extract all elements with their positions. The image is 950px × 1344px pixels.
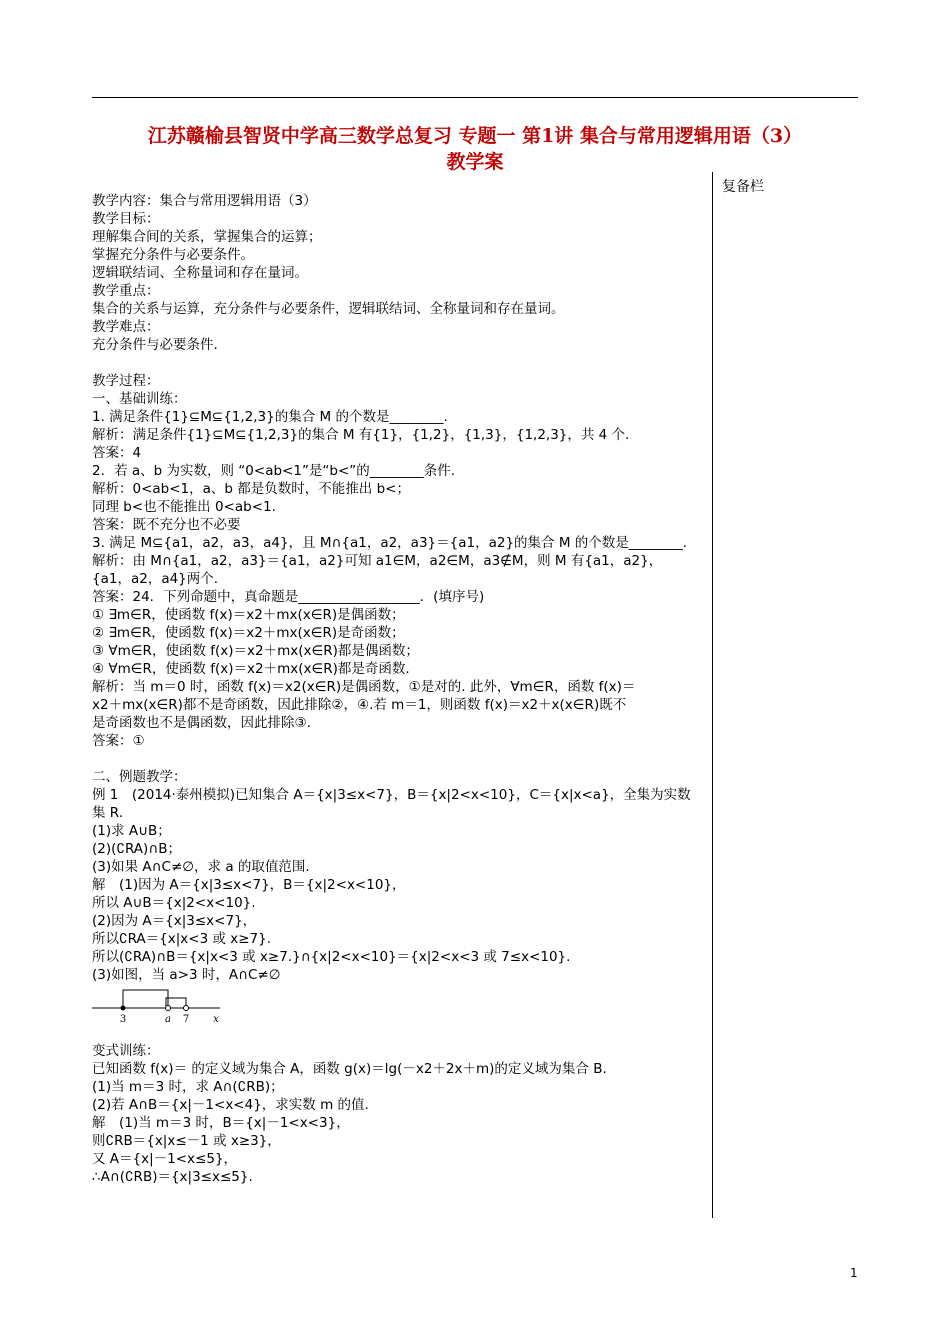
column-separator xyxy=(712,172,713,1218)
text-line: (2)(∁RA)∩B； xyxy=(92,841,181,857)
page-number: 1 xyxy=(850,1266,858,1280)
text-line: 变式训练： xyxy=(92,1043,160,1059)
text-line: 例 1 (2014·泰州模拟)已知集合 A＝{x|3≤x<7}，B＝{x|2<x<10}，C＝{x|x<a}，全集为实数 xyxy=(92,787,691,803)
text-line xyxy=(92,750,706,768)
lesson-body-part1 xyxy=(92,192,706,984)
text-line: ③ ∀m∈R，使函数 f(x)＝x2＋mx(x∈R)都是偶函数； xyxy=(92,643,419,659)
text-line: 所以(∁RA)∩B＝{x|x<3 或 x≥7.}∩{x|2<x<10}＝{x|2<x<3 或 7≤x<10}. xyxy=(92,949,571,965)
document-title-line2: 教学案 xyxy=(446,151,504,173)
text-line: (3)如果 A∩C≠∅，求 a 的取值范围. xyxy=(92,859,310,875)
text-line: 逻辑联结词、全称量词和存在量词。 xyxy=(92,265,308,281)
header-rule xyxy=(92,97,858,98)
text-line: ∴A∩(∁RB)＝{x|3≤x≤5}. xyxy=(92,1169,253,1185)
lesson-content xyxy=(92,192,706,1186)
text-line: 教学目标： xyxy=(92,211,160,227)
text-line: 集 R. xyxy=(92,805,123,821)
text-line: 解 (1)因为 A＝{x|3≤x<7}，B＝{x|2<x<10}， xyxy=(92,877,406,893)
document-title-line1: 江苏赣榆县智贤中学高三数学总复习 专题一 第1讲 集合与常用逻辑用语（3） xyxy=(147,125,803,147)
text-line: {a1，a2，a4}两个. xyxy=(92,571,219,587)
text-line: 答案：24．下列命题中，真命题是__________________．(填序号) xyxy=(92,589,485,605)
text-line: 理解集合间的关系，掌握集合的运算； xyxy=(92,229,322,245)
point-3 xyxy=(121,1006,126,1011)
number-line-svg xyxy=(92,984,232,1024)
text-line: 是奇函数也不是偶函数，因此排除③. xyxy=(92,715,311,731)
text-line: 答案：① xyxy=(92,733,145,749)
text-line: 教学内容：集合与常用逻辑用语（3） xyxy=(92,193,317,209)
text-line: 所以∁RA＝{x|x<3 或 x≥7}. xyxy=(92,931,272,947)
point-7 xyxy=(184,1006,189,1011)
set-a-bracket xyxy=(123,990,168,1008)
text-line: 则∁RB＝{x|x≤－1 或 x≥3}， xyxy=(92,1133,281,1149)
text-line: 解析：0<ab<1，a、b 都是负数时，不能推出 b<； xyxy=(92,481,410,497)
point-a xyxy=(166,1006,171,1011)
label-7: 7 xyxy=(182,1014,190,1024)
text-line: 一、基础训练： xyxy=(92,391,187,407)
text-line: 1. 满足条件{1}⊆M⊆{1,2,3}的集合 M 的个数是________. xyxy=(92,409,448,425)
label-3: 3 xyxy=(119,1014,127,1024)
text-line: 又 A＝{x|－1<x≤5}， xyxy=(92,1151,238,1167)
text-line: 教学难点： xyxy=(92,319,160,335)
text-line: 二、例题教学： xyxy=(92,769,187,785)
text-line xyxy=(92,1024,706,1042)
text-line: 所以 A∪B＝{x|2<x<10}. xyxy=(92,895,256,911)
text-line: 2．若 a、b 为实数，则 “0<ab<1”是“b<”的________条件. xyxy=(92,463,456,479)
text-line: 充分条件与必要条件. xyxy=(92,337,218,353)
number-line-figure xyxy=(92,984,232,1024)
text-line: 同理 b<也不能推出 0<ab<1. xyxy=(92,499,276,515)
text-line: 已知函数 f(x)＝ 的定义域为集合 A，函数 g(x)＝lg(－x2＋2x＋m)的定义域为集合 B. xyxy=(92,1061,607,1077)
text-line: (1)当 m＝3 时，求 A∩(∁RB)； xyxy=(92,1079,284,1095)
text-line: 解析：由 M∩{a1，a2，a3}＝{a1，a2}可知 a1∈M，a2∈M，a3∉M，则 M 有{a1，a2}， xyxy=(92,553,663,569)
lesson-body-part2 xyxy=(92,1024,706,1186)
text-line: 解 (1)当 m＝3 时，B＝{x|－1<x<3}， xyxy=(92,1115,350,1131)
text-line: ② ∃m∈R，使函数 f(x)＝x2＋mx(x∈R)是奇函数； xyxy=(92,625,405,641)
text-line: ④ ∀m∈R，使函数 f(x)＝x2＋mx(x∈R)都是奇函数. xyxy=(92,661,410,677)
text-line: 答案：既不充分也不必要 xyxy=(92,517,241,533)
text-line: ① ∃m∈R，使函数 f(x)＝x2＋mx(x∈R)是偶函数； xyxy=(92,607,405,623)
text-line: 教学过程： xyxy=(92,373,160,389)
text-line xyxy=(92,354,706,372)
text-line: (2)因为 A＝{x|3≤x<7}， xyxy=(92,913,257,929)
text-line: 掌握充分条件与必要条件。 xyxy=(92,247,254,263)
text-line: 答案：4 xyxy=(92,445,142,461)
text-line: (1)求 A∪B； xyxy=(92,823,171,839)
sidebar-label: 复备栏 xyxy=(722,179,764,195)
text-line: (2)若 A∩B＝{x|－1<x<4}，求实数 m 的值. xyxy=(92,1097,369,1113)
text-line: x2＋mx(x∈R)都不是奇函数，因此排除②，④.若 m＝1，则函数 f(x)＝x2＋x(x∈R)既不 xyxy=(92,697,627,713)
text-line: 解析：当 m＝0 时，函数 f(x)＝x2(x∈R)是偶函数，①是对的. 此外，∀m∈R，函数 f(x)＝ xyxy=(92,679,636,695)
text-line: 集合的关系与运算，充分条件与必要条件，逻辑联结词、全称量词和存在量词。 xyxy=(92,301,565,317)
text-line: 解析：满足条件{1}⊆M⊆{1,2,3}的集合 M 有{1}，{1,2}，{1,3}，{1,2,3}，共 4 个. xyxy=(92,427,630,443)
label-a: a xyxy=(165,1014,171,1024)
text-line: 3. 满足 M⊆{a1，a2，a3，a4}，且 M∩{a1，a2，a3}＝{a1，a2}的集合 M 的个数是________. xyxy=(92,535,688,551)
text-line: (3)如图，当 a>3 时，A∩C≠∅ xyxy=(92,967,281,983)
text-line: 教学重点： xyxy=(92,283,160,299)
label-x: x xyxy=(213,1014,219,1024)
